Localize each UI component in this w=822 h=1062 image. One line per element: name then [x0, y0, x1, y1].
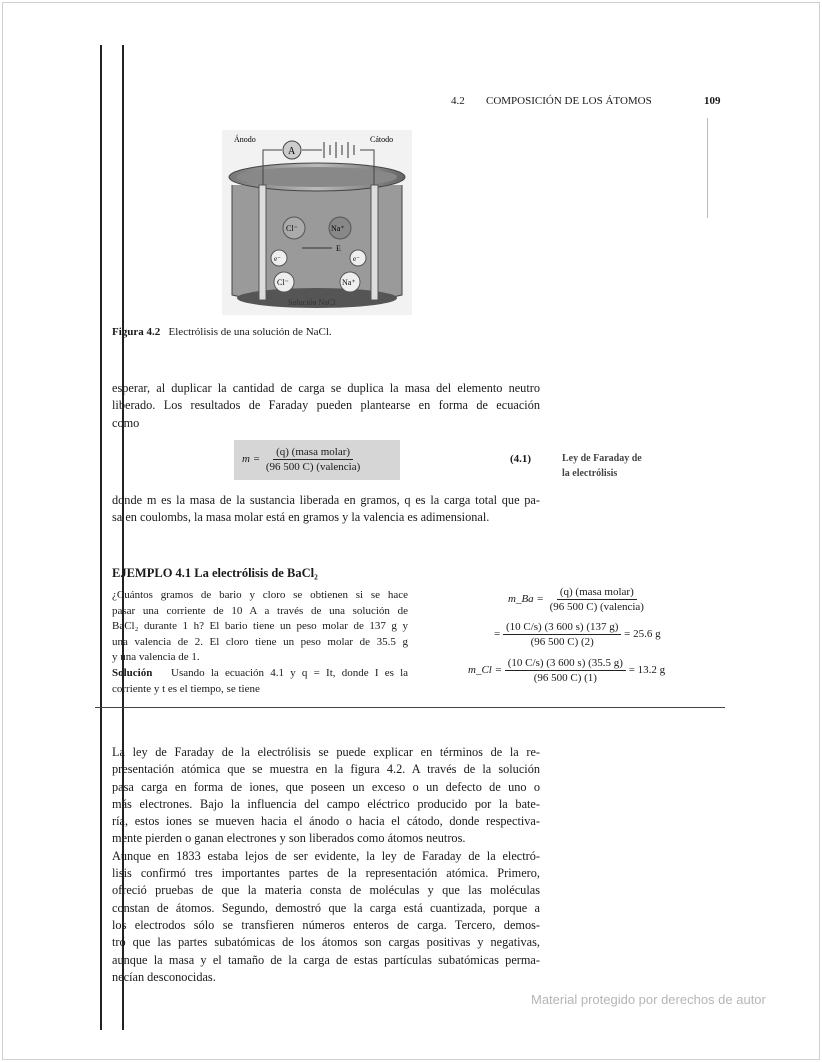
equation-box [234, 440, 400, 480]
text-line: pasa carga en forma de iones, que poseen un exceso o un defecto de uno o [112, 779, 540, 794]
equation-cl [468, 657, 665, 684]
running-header: COMPOSICIÓN DE LOS ÁTOMOS [486, 95, 652, 107]
electrolysis-figure [222, 130, 412, 315]
text-line: donde m es la masa de la sustancia liberada en gramos, q es la carga total que pa- [112, 493, 540, 507]
electron: e⁻ [274, 255, 281, 263]
paragraph-1 [112, 380, 540, 432]
solution-label: Solución NaCl [288, 298, 336, 307]
margin-mark [707, 118, 708, 218]
eq-den: (96 500 C) (valencia) [549, 601, 644, 613]
eq-num: (q) (masa molar) [557, 586, 637, 600]
sodium-ion: Na⁺ [342, 278, 356, 287]
paragraph-2 [112, 492, 540, 527]
text-line: ¿Cuántos gramos de bario y cloro se obtienen si se hace [112, 589, 408, 601]
text-line: constan de átomos. Segundo, demostró que la carga está cuantizada, porque a [112, 900, 540, 915]
electron: e⁻ [353, 255, 360, 263]
text-line: mente pierden o ganan electrones y son liberados como átomos neutros. [112, 831, 466, 846]
eq-lhs: = [494, 628, 501, 641]
text-line: pasar una corriente de 10 A a través de una solución de [112, 604, 408, 617]
caption-label: Figura 4.2 [112, 326, 161, 338]
page-number: 109 [704, 95, 721, 107]
text-line: ría, estos iones se mueven hacia el ánodo o hacia el cátodo, donde respectiva- [112, 814, 540, 829]
equation-number: (4.1) [510, 453, 532, 465]
text-line: lisis confirmó tres importantes partes de la representación atómica. Primero, [112, 866, 540, 881]
figure-caption [112, 326, 332, 338]
text-line: más electrones. Bajo la influencia del campo eléctrico producido por la bate- [112, 796, 540, 811]
text-line: La ley de Faraday de la electrólisis se puede explicar en términos de la re- [112, 745, 540, 759]
equation-lhs: m = [242, 453, 261, 466]
text-line: necían desconocidas. [112, 969, 216, 984]
equation-numerator: (q) (masa molar) [273, 446, 353, 460]
eq-num: (10 C/s) (3 600 s) (137 g) [503, 621, 621, 635]
paragraph-3 [112, 744, 540, 986]
text-line: como [112, 415, 140, 430]
field-label: E [336, 244, 341, 253]
eq-result: = 25.6 g [624, 628, 661, 641]
eq-result: = 13.2 g [628, 664, 666, 677]
margin-note [562, 451, 642, 481]
text-line: Aunque en 1833 estaba lejos de ser evidente, la ley de Faraday de la electró- [112, 848, 540, 863]
example-solution [112, 666, 408, 697]
eq-num: (10 C/s) (3 600 s) (35.5 g) [505, 657, 626, 671]
chloride-ion: Cl⁻ [286, 224, 298, 233]
text-line: una valencia de 2. El cloro tiene un peso molar de 35.5 g [112, 635, 408, 648]
text-line: los electrodos sólo se transfieren números enteros de carga. Tercero, demos- [112, 917, 540, 932]
solution-label: Solución [112, 667, 153, 679]
text-line: sa en coulombs, la masa molar está en gramos y la valencia es adimensional. [112, 510, 490, 525]
text-line: corriente y t es el tiempo, se tiene [112, 682, 260, 695]
example-question [112, 588, 408, 666]
text-line: Usando la ecuación 4.1 y q = It, donde I es la [171, 667, 409, 679]
scan-artifact-line [100, 45, 102, 1030]
caption-text: Electrólisis de una solución de NaCl. [168, 326, 332, 338]
eq-den: (96 500 C) (1) [533, 672, 597, 684]
text-line: esperar, al duplicar la cantidad de carga se duplica la masa del elemento neutro [112, 381, 540, 395]
text-line: aunque la masa y el tamaño de la carga de estas partículas subatómicas perma- [112, 952, 540, 967]
eq-lhs: m_Ba = [508, 593, 544, 606]
cathode-label: Cátodo [370, 135, 394, 144]
equation-ba [508, 586, 647, 613]
equation-denominator: (96 500 C) (valencia) [265, 461, 361, 473]
chloride-ion: Cl⁻ [277, 278, 289, 287]
text-line: BaCl₂ durante 1 h? El bario tiene un peso molar de 137 g y [112, 620, 408, 632]
text-line: y una valencia de 1. [112, 651, 200, 663]
equation-ba-result [494, 621, 661, 648]
text-line: presentación atómica que se muestra en la figura 4.2. A través de la solución [112, 762, 540, 777]
example-rule [95, 707, 725, 708]
example-title: EJEMPLO 4.1 La electrólisis de BaCl₂ [112, 566, 318, 580]
text-line: ofreció pruebas de que la materia consta de moléculas y que las moléculas [112, 883, 540, 898]
eq-lhs: m_Cl = [468, 664, 503, 677]
margin-note-line: la electrólisis [562, 468, 618, 479]
sodium-ion: Na⁺ [331, 224, 345, 233]
margin-note-line: Ley de Faraday de [562, 453, 642, 464]
eq-den: (96 500 C) (2) [530, 636, 594, 648]
text-line: liberado. Los resultados de Faraday pueden plantearse en forma de ecuación [112, 398, 540, 413]
ammeter-label: A [288, 146, 296, 157]
text-line: tró que las partes subatómicas de los átomos son cargas positivas y negativas, [112, 935, 540, 950]
copyright-watermark: Material protegido por derechos de autor [531, 992, 766, 1007]
section-number: 4.2 [451, 95, 465, 107]
anode-label: Ánodo [234, 135, 256, 144]
